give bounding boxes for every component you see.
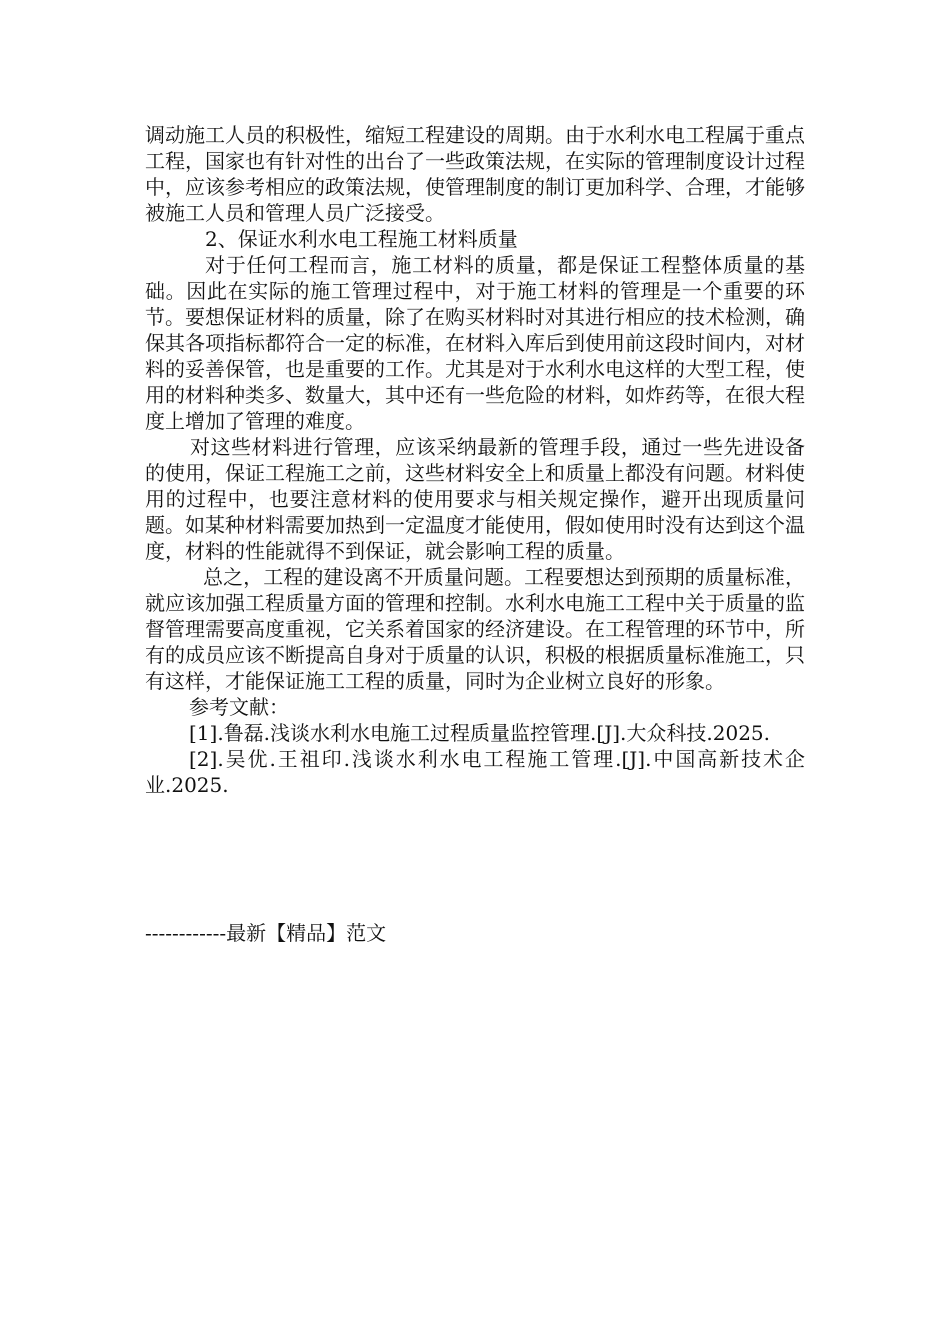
section-heading: 2、保证水利水电工程施工材料质量 [205, 227, 518, 251]
reference-item-2: [2].吴优.王祖印.浅谈水利水电工程施工管理.[J].中国高新技术企业.2025. [145, 747, 805, 797]
paragraph-intro: 调动施工人员的积极性，缩短工程建设的周期。由于水利水电工程属于重点工程，国家也有针对性的出台了一些政策法规，在实际的管理制度设计过程中，应该参考相应的政策法规，使管理制度的制订更加科学、合理，才能够被施工人员和管理人员广泛接受。 [145, 123, 805, 225]
footer-text: ------------最新【精品】范文 [145, 921, 387, 945]
document-body [145, 122, 805, 798]
paragraph-management: 对这些材料进行管理，应该采纳最新的管理手段，通过一些先进设备的使用，保证工程施工之前，这些材料安全上和质量上都没有问题。材料使用的过程中，也要注意材料的使用要求与相关规定操作，避开出现质量问题。如某种材料需要加热到一定温度才能使用，假如使用时没有达到这个温度，材料的性能就得不到保证，就会影响工程的质量。 [145, 435, 805, 563]
paragraph-conclusion: 总之，工程的建设离不开质量问题。工程要想达到预期的质量标准，就应该加强工程质量方面的管理和控制。水利水电施工工程中关于质量的监督管理需要高度重视，它关系着国家的经济建设。在工程管理的环节中，所有的成员应该不断提高自身对于质量的认识，积极的根据质量标准施工，只有这样，才能保证施工工程的质量，同时为企业树立良好的形象。 [145, 565, 805, 693]
reference-item-1: [1].鲁磊.浅谈水利水电施工过程质量监控管理.[J].大众科技.2025. [189, 721, 770, 745]
paragraph-materials: 对于任何工程而言，施工材料的质量，都是保证工程整体质量的基础。因此在实际的施工管理过程中，对于施工材料的管理是一个重要的环节。要想保证材料的质量，除了在购买材料时对其进行相应的技术检测，确保其各项指标都符合一定的标准，在材料入库后到使用前这段时间内，对材料的妥善保管，也是重要的工作。尤其是对于水利水电这样的大型工程，使用的材料种类多、数量大，其中还有一些危险的材料，如炸药等，在很大程度上增加了管理的难度。 [145, 253, 805, 433]
references-title: 参考文献： [189, 695, 289, 719]
